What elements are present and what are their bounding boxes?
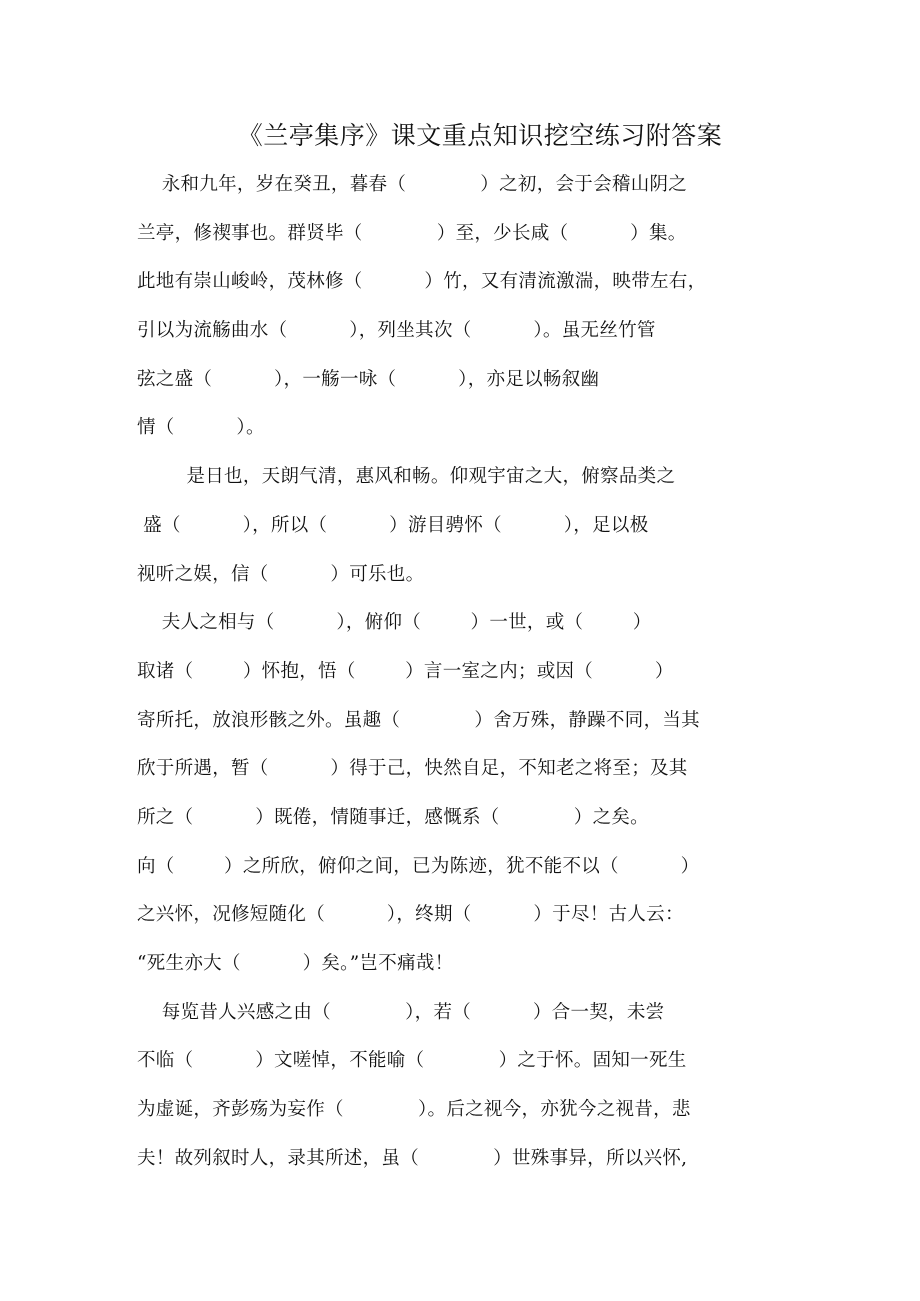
text-line: 为虚诞，齐彭殇为妄作（ ）。后之视今，亦犹今之视昔，悲 <box>137 1099 691 1120</box>
text-line: 盛（ ），所以（ ）游目骋怀（ ），足以极 <box>137 515 649 536</box>
text-line: 向（ ）之所欣，俯仰之间，已为陈迹，犹不能不以（ ） <box>137 856 700 877</box>
text-line: 是日也，天朗气清，惠风和畅。仰观宇宙之大，俯察品类之 <box>137 466 676 487</box>
text-line: 寄所托，放浪形骸之外。虽趣（ ）舍万殊，静躁不同，当其 <box>137 710 700 731</box>
text-line: 之兴怀，况修短随化（ ），终期（ ）于尽！古人云： <box>137 904 684 925</box>
text-line: 情（ ）。 <box>137 417 265 438</box>
text-line: 视听之娱，信（ ）可乐也。 <box>137 564 425 585</box>
text-line: 永和九年，岁在癸丑，暮春（ ）之初，会于会稽山阴之 <box>137 174 688 195</box>
text-line: 弦之盛（ ），一觞一咏（ ），亦足以畅叙幽 <box>137 369 600 390</box>
text-line: 不临（ ）文嗟悼，不能喻（ ）之于怀。固知一死生 <box>137 1050 687 1071</box>
text-line: 所之（ ）既倦，情随事迁，感慨系（ ）之矣。 <box>137 807 649 828</box>
text-line: 取诸（ ）怀抱，悟（ ）言一室之内；或因（ ） <box>137 661 674 682</box>
text-line: 引以为流觞曲水（ ），列坐其次（ ）。虽无丝竹管 <box>137 320 656 341</box>
text-line: 欣于所遇，暂（ ）得于己，快然自足，不知老之将至；及其 <box>137 758 688 779</box>
text-line: 每览昔人兴感之由（ ），若（ ）合一契，未尝 <box>137 1002 665 1023</box>
text-line: 兰亭，修禊事也。群贤毕（ ）至，少长咸（ ）集。 <box>137 223 687 244</box>
text-line: 夫！故列叙时人，录其所述，虽（ ）世殊事异，所以兴怀, <box>137 1148 688 1169</box>
text-line: 此地有崇山峻岭，茂林修（ ）竹，又有清流激湍，映带左右， <box>137 271 707 292</box>
document-title: 《兰亭集序》课文重点知识挖空练习附答案 <box>237 121 723 150</box>
text-line: “死生亦大（ ）矣。”岂不痛哉！ <box>137 953 454 974</box>
text-line: 夫人之相与（ ），俯仰（ ）一世，或（ ） <box>137 612 652 633</box>
